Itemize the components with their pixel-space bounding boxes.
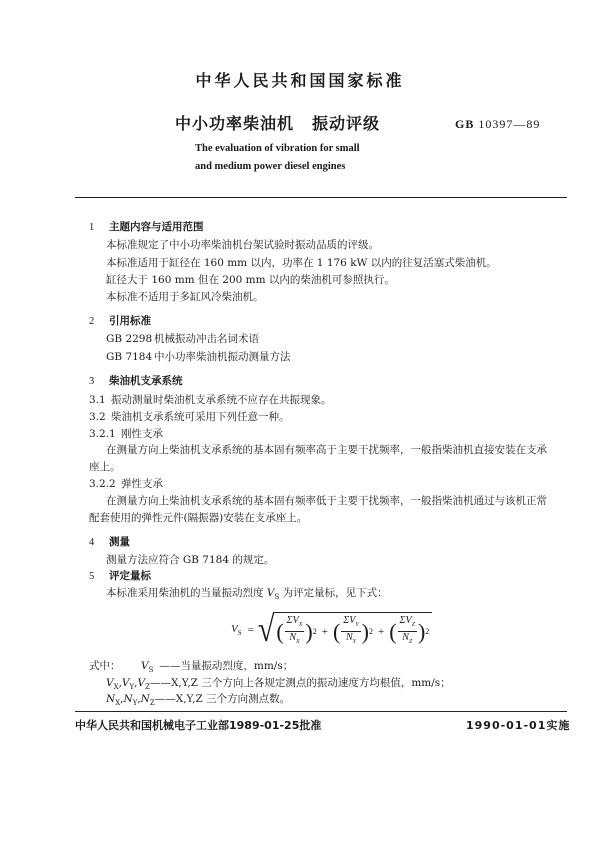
section-3-2-1-heading: 3.2.1 刚性支承	[89, 428, 163, 440]
term-x: ( $\frac{\Sigma V_X}{N_X}$ ) 2	[276, 615, 317, 645]
effective-date: 1990-01-01实施	[466, 719, 571, 732]
english-title-line1: The evaluation of vibration for small	[195, 143, 360, 154]
section-5-heading: 5 评定量标	[89, 570, 151, 582]
document-title	[175, 111, 380, 134]
radical-sign-icon: √	[257, 609, 275, 650]
section-1-paragraph-3: 缸径大于 160 mm 但在 200 mm 以内的柴油机可参照执行。	[106, 274, 395, 286]
section-3-1: 3.1 振动测量时柴油机支承系统不应存在共振现象。	[89, 394, 332, 406]
standard-prefix: GB	[455, 117, 475, 131]
section-3-2: 3.2 柴油机支承系统可采用下列任意一种。	[89, 411, 290, 423]
formula-legend-line-2: $V_X,V_Y,V_Z——X,Y,Z$ 三个方向上各规定测点的振动速度方均根值，mm/s；	[106, 677, 451, 692]
section-3-2-1-line-2: 座上。	[89, 461, 121, 473]
term-z: ( $\frac{\Sigma V_Z}{N_Z}$ ) 2	[389, 615, 430, 645]
section-5-paragraph: 本标准采用柴油机的当量振动烈度 $V_S$ 为评定量标，见下式：	[106, 587, 388, 602]
approval-statement: 中华人民共和国机械电子工业部1989-01-25批准	[75, 719, 322, 732]
section-1-heading: 1 主题内容与适用范围	[89, 221, 204, 233]
section-3-2-2-line-1: 在测量方向上柴油机支承系统的基本固有频率低于主要干扰频率，一般指柴油机通过与该机正常	[106, 495, 547, 507]
vibration-severity-formula	[231, 610, 432, 650]
english-title	[195, 140, 425, 176]
section-3-2-1-line-1: 在测量方向上柴油机支承系统的基本固有频率高于主要干扰频率，一般指柴油机直接安装在支承	[106, 444, 547, 456]
standard-code	[455, 117, 540, 132]
national-standard-title: 中华人民共和国国家标准	[195, 71, 405, 90]
section-3-2-2-heading: 3.2.2 弹性支承	[89, 478, 163, 490]
section-4-paragraph: 测量方法应符合 GB 7184 的规定。	[106, 554, 275, 566]
section-3-2-2-line-2: 配套使用的弹性元件(隔振器)安装在支承座上。	[89, 512, 308, 524]
square-root	[257, 609, 432, 650]
reference-gb2298: GB 2298 机械振动冲击名词术语	[106, 333, 259, 345]
document-title-part2: 振动评级	[312, 114, 381, 133]
section-1-paragraph-2: 本标准适用于缸径在 160 mm 以内，功率在 1 176 kW 以内的往复活塞式柴油机。	[106, 257, 497, 269]
formula-lhs: $V_S$	[231, 622, 242, 638]
english-title-line2: and medium power diesel engines	[195, 161, 346, 172]
section-4-heading: 4 测量	[89, 536, 130, 548]
footer-divider	[75, 711, 567, 712]
reference-gb7184: GB 7184 中小功率柴油机振动测量方法	[106, 351, 291, 363]
section-3-heading: 3 柴油机支承系统	[89, 375, 183, 387]
formula-equals: =	[247, 624, 254, 636]
term-y: ( $\frac{\Sigma V_Y}{N_Y}$ ) 2	[332, 615, 373, 645]
radicand: ( $\frac{\Sigma V_X}{N_X}$ ) 2 + ( $\frac{\Sigma V_Y}{N_Y}$ ) 2 + ( $\frac{\Sigma V_Z}{N_Z}$ ) 2	[273, 612, 432, 648]
formula-legend-line-3: $N_X,N_Y,N_Z——X,Y,Z$ 三个方向测点数。	[106, 693, 291, 708]
section-2-heading: 2 引用标准	[89, 315, 151, 327]
document-title-part1: 中小功率柴油机	[175, 114, 295, 133]
formula-legend-line-1: 式中： $V_S$ ——当量振动烈度，mm/s；	[89, 660, 294, 675]
section-1-paragraph-1: 本标准规定了中小功率柴油机台架试验时振动品质的评级。	[106, 239, 379, 251]
header-divider	[75, 197, 567, 198]
section-1-paragraph-4: 本标准不适用于多缸风冷柴油机。	[106, 291, 264, 303]
standard-number: 10397—89	[478, 117, 541, 131]
